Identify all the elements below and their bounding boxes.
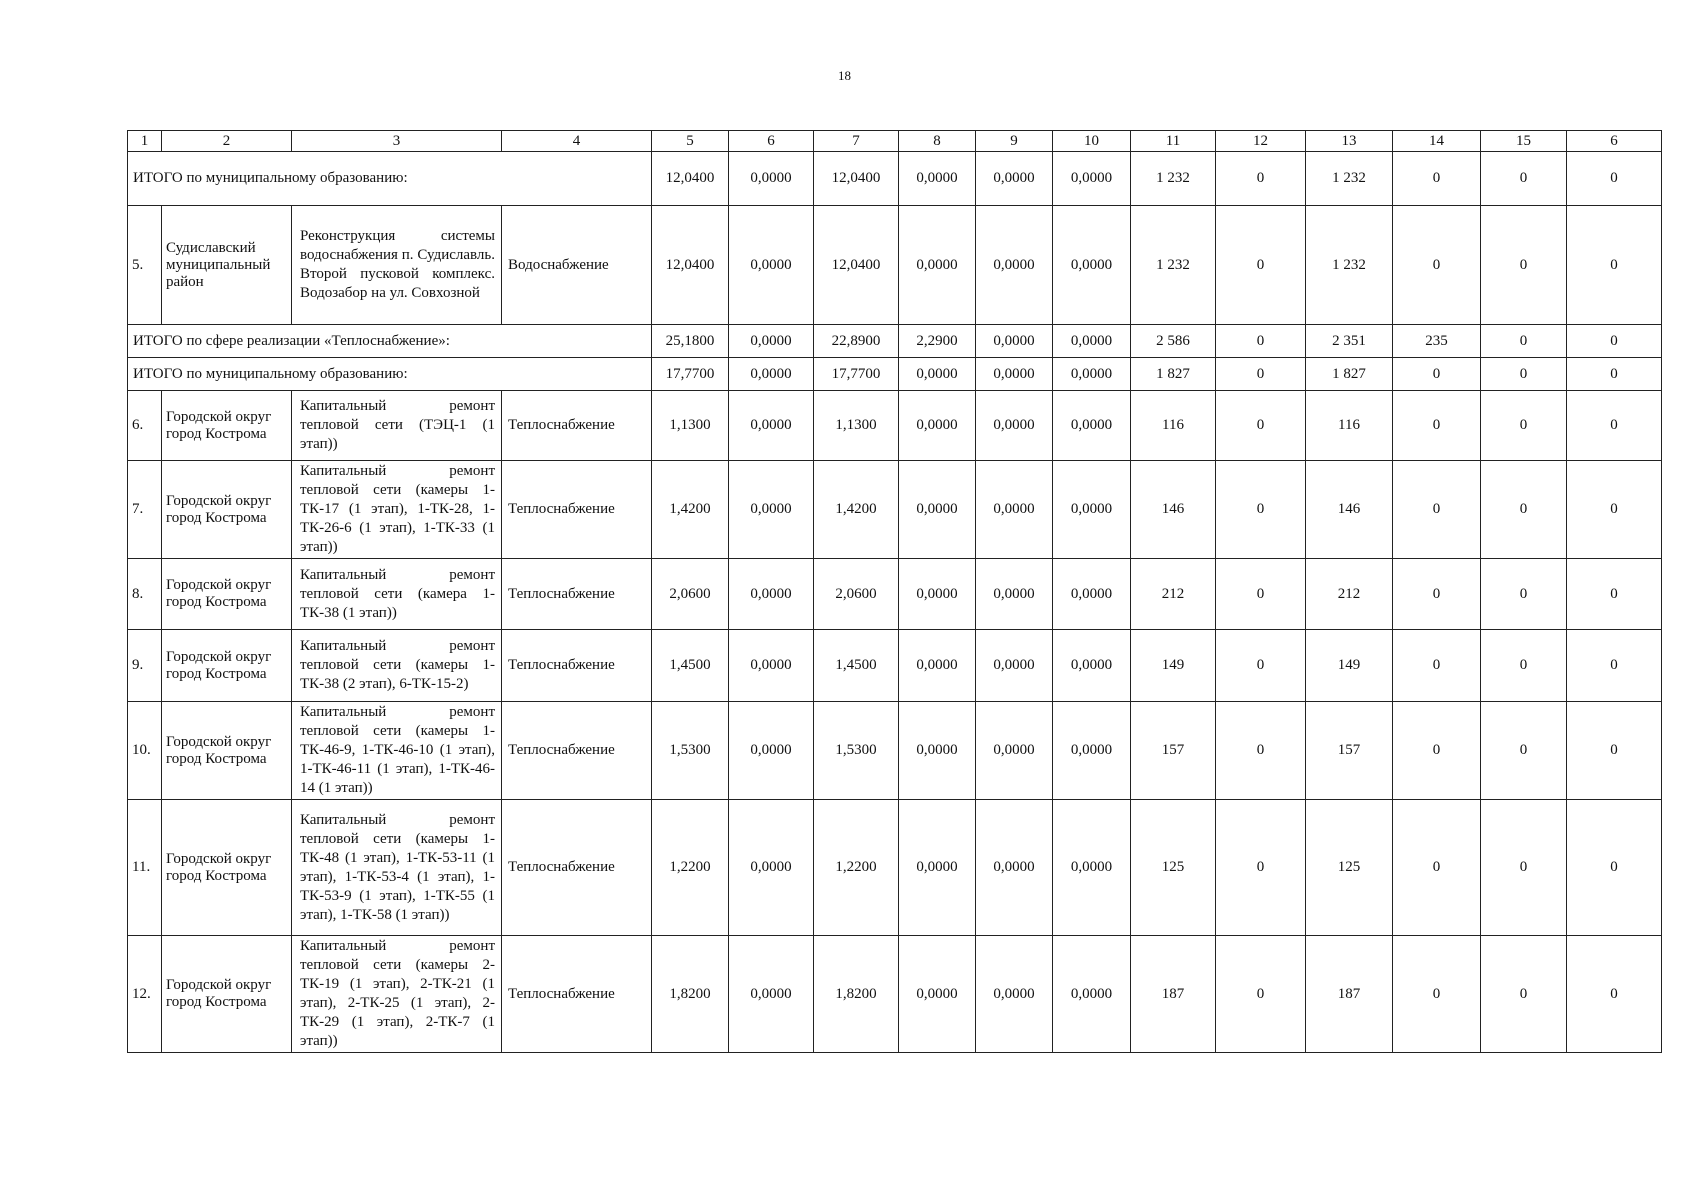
sphere-cell: Теплоснабжение	[502, 559, 652, 630]
column-number: 13	[1306, 131, 1393, 152]
total-value: 0,0000	[899, 152, 976, 206]
value-cell: 116	[1131, 391, 1216, 461]
value-cell: 1,4200	[652, 461, 729, 559]
value-cell: 0	[1216, 702, 1306, 800]
value-cell: 0	[1216, 391, 1306, 461]
total-value: 1 827	[1306, 358, 1393, 391]
column-number: 11	[1131, 131, 1216, 152]
total-value: 25,1800	[652, 325, 729, 358]
column-number: 8	[899, 131, 976, 152]
value-cell: 0,0000	[976, 630, 1053, 702]
value-cell: 1,4500	[652, 630, 729, 702]
value-cell: 0	[1393, 559, 1481, 630]
value-cell: 0	[1393, 206, 1481, 325]
value-cell: 0,0000	[899, 800, 976, 936]
sphere-cell: Теплоснабжение	[502, 702, 652, 800]
value-cell: 146	[1306, 461, 1393, 559]
description-cell: Реконструкция системы водоснабжения п. Судиславль. Второй пусковой комплекс. Водозабор на ул. Совхозной	[292, 206, 502, 325]
value-cell: 0,0000	[729, 936, 814, 1053]
value-cell: 1,8200	[652, 936, 729, 1053]
row-number: 12.	[128, 936, 162, 1053]
value-cell: 1 232	[1306, 206, 1393, 325]
value-cell: 157	[1131, 702, 1216, 800]
value-cell: 0	[1567, 936, 1662, 1053]
column-number-row	[128, 131, 1662, 152]
value-cell: 0	[1567, 559, 1662, 630]
sphere-cell: Теплоснабжение	[502, 800, 652, 936]
value-cell: 0	[1567, 800, 1662, 936]
total-value: 0,0000	[1053, 358, 1131, 391]
value-cell: 12,0400	[652, 206, 729, 325]
column-number: 7	[814, 131, 899, 152]
total-value: 22,8900	[814, 325, 899, 358]
table-row	[128, 800, 1662, 936]
column-number: 2	[162, 131, 292, 152]
value-cell: 2,0600	[814, 559, 899, 630]
value-cell: 149	[1306, 630, 1393, 702]
value-cell: 0	[1481, 391, 1567, 461]
value-cell: 0	[1567, 702, 1662, 800]
value-cell: 1,1300	[814, 391, 899, 461]
total-value: 235	[1393, 325, 1481, 358]
value-cell: 0	[1393, 630, 1481, 702]
column-number: 5	[652, 131, 729, 152]
total-value: 0,0000	[976, 325, 1053, 358]
value-cell: 1,1300	[652, 391, 729, 461]
municipality-cell: Судиславский муниципальный район	[162, 206, 292, 325]
total-label: ИТОГО по сфере реализации «Теплоснабжение»:	[128, 325, 652, 358]
total-label: ИТОГО по муниципальному образованию:	[128, 358, 652, 391]
value-cell: 0	[1393, 702, 1481, 800]
value-cell: 0	[1481, 461, 1567, 559]
total-row	[128, 152, 1662, 206]
report-table-body	[128, 131, 1662, 1053]
column-number: 15	[1481, 131, 1567, 152]
row-number: 10.	[128, 702, 162, 800]
value-cell: 0,0000	[729, 559, 814, 630]
value-cell: 0	[1567, 206, 1662, 325]
value-cell: 0	[1481, 630, 1567, 702]
column-number: 3	[292, 131, 502, 152]
total-value: 2 351	[1306, 325, 1393, 358]
value-cell: 0,0000	[729, 206, 814, 325]
value-cell: 0,0000	[729, 630, 814, 702]
value-cell: 0,0000	[976, 461, 1053, 559]
table-row	[128, 630, 1662, 702]
value-cell: 0,0000	[899, 461, 976, 559]
total-value: 17,7700	[652, 358, 729, 391]
description-cell: Капитальный ремонт тепловой сети (камеры 1-ТК-17 (1 этап), 1-ТК-28, 1-ТК-26-6 (1 этап), 1-ТК-33 (1 этап))	[292, 461, 502, 559]
description-cell: Капитальный ремонт тепловой сети (камеры 2-ТК-19 (1 этап), 2-ТК-21 (1 этап), 2-ТК-25 (1 этап), 2-ТК-29 (1 этап), 2-ТК-7 (1 этап))	[292, 936, 502, 1053]
row-number: 11.	[128, 800, 162, 936]
total-label: ИТОГО по муниципальному образованию:	[128, 152, 652, 206]
value-cell: 157	[1306, 702, 1393, 800]
total-value: 1 232	[1131, 152, 1216, 206]
value-cell: 1,5300	[814, 702, 899, 800]
description-cell: Капитальный ремонт тепловой сети (ТЭЦ-1 (1 этап))	[292, 391, 502, 461]
table-row	[128, 461, 1662, 559]
description-cell: Капитальный ремонт тепловой сети (камера 1-ТК-38 (1 этап))	[292, 559, 502, 630]
value-cell: 0	[1393, 800, 1481, 936]
value-cell: 0,0000	[729, 800, 814, 936]
value-cell: 0	[1216, 936, 1306, 1053]
column-number: 10	[1053, 131, 1131, 152]
sphere-cell: Водоснабжение	[502, 206, 652, 325]
value-cell: 0,0000	[1053, 206, 1131, 325]
value-cell: 0,0000	[899, 702, 976, 800]
value-cell: 0,0000	[899, 206, 976, 325]
municipality-cell: Городской округ город Кострома	[162, 461, 292, 559]
description-cell: Капитальный ремонт тепловой сети (камеры 1-ТК-48 (1 этап), 1-ТК-53-11 (1 этап), 1-ТК-53-4 (1 этап), 1-ТК-53-9 (1 этап), 1-ТК-55 (1 этап), 1-ТК-58 (1 этап))	[292, 800, 502, 936]
value-cell: 0	[1567, 391, 1662, 461]
value-cell: 0,0000	[729, 461, 814, 559]
value-cell: 0	[1393, 461, 1481, 559]
value-cell: 1,4500	[814, 630, 899, 702]
total-value: 0,0000	[976, 358, 1053, 391]
total-value: 17,7700	[814, 358, 899, 391]
row-number: 6.	[128, 391, 162, 461]
value-cell: 0,0000	[976, 936, 1053, 1053]
description-cell: Капитальный ремонт тепловой сети (камеры 1-ТК-38 (2 этап), 6-ТК-15-2)	[292, 630, 502, 702]
column-number: 1	[128, 131, 162, 152]
sphere-cell: Теплоснабжение	[502, 630, 652, 702]
value-cell: 0,0000	[976, 702, 1053, 800]
value-cell: 0	[1567, 461, 1662, 559]
total-value: 0	[1216, 325, 1306, 358]
value-cell: 0	[1481, 559, 1567, 630]
total-value: 0	[1216, 152, 1306, 206]
value-cell: 0	[1216, 559, 1306, 630]
table-row	[128, 702, 1662, 800]
value-cell: 1,2200	[814, 800, 899, 936]
value-cell: 2,0600	[652, 559, 729, 630]
municipality-cell: Городской округ город Кострома	[162, 391, 292, 461]
column-number: 6	[729, 131, 814, 152]
value-cell: 146	[1131, 461, 1216, 559]
table-row	[128, 936, 1662, 1053]
sphere-cell: Теплоснабжение	[502, 391, 652, 461]
value-cell: 1,8200	[814, 936, 899, 1053]
value-cell: 1,4200	[814, 461, 899, 559]
value-cell: 0	[1481, 206, 1567, 325]
municipality-cell: Городской округ город Кострома	[162, 559, 292, 630]
value-cell: 116	[1306, 391, 1393, 461]
total-value: 12,0400	[814, 152, 899, 206]
value-cell: 212	[1306, 559, 1393, 630]
value-cell: 0,0000	[729, 702, 814, 800]
value-cell: 0	[1481, 702, 1567, 800]
value-cell: 0	[1216, 630, 1306, 702]
table-row	[128, 559, 1662, 630]
total-value: 0,0000	[1053, 325, 1131, 358]
value-cell: 1,2200	[652, 800, 729, 936]
value-cell: 0,0000	[899, 936, 976, 1053]
column-number: 14	[1393, 131, 1481, 152]
municipality-cell: Городской округ город Кострома	[162, 702, 292, 800]
value-cell: 0	[1481, 800, 1567, 936]
value-cell: 12,0400	[814, 206, 899, 325]
value-cell: 0,0000	[976, 391, 1053, 461]
value-cell: 0,0000	[976, 559, 1053, 630]
total-value: 0,0000	[729, 358, 814, 391]
value-cell: 125	[1131, 800, 1216, 936]
total-value: 0	[1481, 358, 1567, 391]
value-cell: 187	[1131, 936, 1216, 1053]
value-cell: 125	[1306, 800, 1393, 936]
total-value: 1 827	[1131, 358, 1216, 391]
value-cell: 0,0000	[899, 391, 976, 461]
value-cell: 0,0000	[729, 391, 814, 461]
description-cell: Капитальный ремонт тепловой сети (камеры 1-ТК-46-9, 1-ТК-46-10 (1 этап), 1-ТК-46-11 (1 этап), 1-ТК-46-14 (1 этап))	[292, 702, 502, 800]
value-cell: 0	[1216, 461, 1306, 559]
value-cell: 0,0000	[1053, 559, 1131, 630]
total-value: 0	[1567, 152, 1662, 206]
total-value: 0,0000	[1053, 152, 1131, 206]
value-cell: 187	[1306, 936, 1393, 1053]
value-cell: 0,0000	[976, 800, 1053, 936]
value-cell: 0,0000	[1053, 936, 1131, 1053]
sphere-cell: Теплоснабжение	[502, 461, 652, 559]
row-number: 9.	[128, 630, 162, 702]
sphere-cell: Теплоснабжение	[502, 936, 652, 1053]
value-cell: 0,0000	[1053, 702, 1131, 800]
total-value: 0	[1481, 325, 1567, 358]
total-value: 0,0000	[729, 152, 814, 206]
total-value: 0	[1567, 325, 1662, 358]
value-cell: 0,0000	[899, 630, 976, 702]
total-value: 1 232	[1306, 152, 1393, 206]
municipality-cell: Городской округ город Кострома	[162, 630, 292, 702]
value-cell: 0,0000	[976, 206, 1053, 325]
value-cell: 0	[1393, 936, 1481, 1053]
report-table	[127, 130, 1662, 1053]
value-cell: 0	[1216, 800, 1306, 936]
total-value: 0	[1567, 358, 1662, 391]
total-value: 12,0400	[652, 152, 729, 206]
municipality-cell: Городской округ город Кострома	[162, 936, 292, 1053]
table-row	[128, 206, 1662, 325]
value-cell: 0	[1567, 630, 1662, 702]
row-number: 8.	[128, 559, 162, 630]
total-value: 0,0000	[729, 325, 814, 358]
value-cell: 0,0000	[899, 559, 976, 630]
total-value: 0,0000	[976, 152, 1053, 206]
column-number: 4	[502, 131, 652, 152]
total-value: 0	[1393, 152, 1481, 206]
total-row	[128, 358, 1662, 391]
column-number: 9	[976, 131, 1053, 152]
value-cell: 1,5300	[652, 702, 729, 800]
value-cell: 0	[1216, 206, 1306, 325]
value-cell: 0,0000	[1053, 800, 1131, 936]
value-cell: 149	[1131, 630, 1216, 702]
municipality-cell: Городской округ город Кострома	[162, 800, 292, 936]
page-number: 18	[838, 68, 851, 83]
column-number: 12	[1216, 131, 1306, 152]
value-cell: 0	[1393, 391, 1481, 461]
value-cell: 212	[1131, 559, 1216, 630]
total-value: 2,2900	[899, 325, 976, 358]
total-value: 0	[1216, 358, 1306, 391]
total-row	[128, 325, 1662, 358]
value-cell: 0,0000	[1053, 630, 1131, 702]
value-cell: 0	[1481, 936, 1567, 1053]
value-cell: 0,0000	[1053, 391, 1131, 461]
total-value: 0	[1481, 152, 1567, 206]
table-row	[128, 391, 1662, 461]
row-number: 5.	[128, 206, 162, 325]
column-number: 6	[1567, 131, 1662, 152]
value-cell: 0,0000	[1053, 461, 1131, 559]
total-value: 0,0000	[899, 358, 976, 391]
row-number: 7.	[128, 461, 162, 559]
value-cell: 1 232	[1131, 206, 1216, 325]
total-value: 2 586	[1131, 325, 1216, 358]
total-value: 0	[1393, 358, 1481, 391]
